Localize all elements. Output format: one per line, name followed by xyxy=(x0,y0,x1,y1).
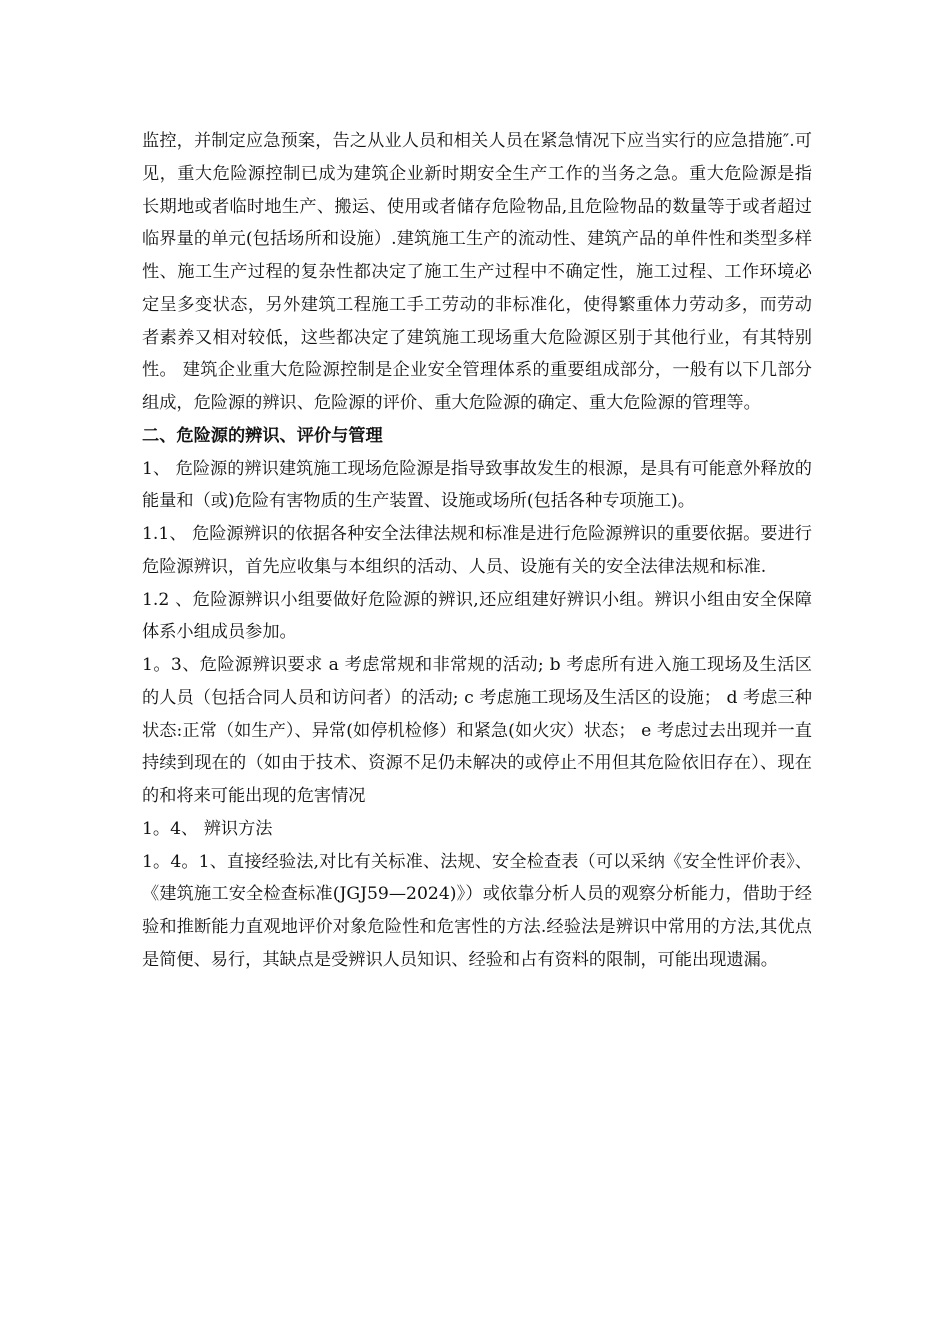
document-body xyxy=(142,125,812,977)
paragraph-1: 1、 危险源的辨识建筑施工现场危险源是指导致事故发生的根源，是具有可能意外释放的能量和（或)危险有害物质的生产装置、设施或场所(包括各种专项施工)。 xyxy=(142,458,812,512)
section-heading: 二、危险源的辨识、评价与管理 xyxy=(142,425,383,446)
paragraph-1-1: 1.1、 危险源辨识的依据各种安全法律法规和标准是进行危险源辨识的重要依据。要进行危险源辨识，首先应收集与本组织的活动、人员、设施有关的安全法律法规和标准. xyxy=(142,524,812,577)
paragraph-intro: 监控，并制定应急预案，告之从业人员和相关人员在紧急情况下应当实行的应急措施″.可见，重大危险源控制已成为建筑企业新时期安全生产工作的当务之急。重大危险源是指长期地或者临时地生产、搬运、使用或者储存危险物品,且危险物品的数量等于或者超过临界量的单元(包括场所和设施）.建筑施工生产的流动性、建筑产品的单件性和类型多样性、施工生产过程的复杂性都决定了施工生产过程中不确定性，施工过程、工作环境必定呈多变状态，另外建筑工程施工手工劳动的非标准化，使得繁重体力劳动多，而劳动者素养又相对较低，这些都决定了建筑施工现场重大危险源区别于其他行业，有其特别性。 建筑企业重大危险源控制是企业安全管理体系的重要组成部分，一般有以下几部分组成，危险源的辨识、危险源的评价、重大危险源的确定、重大危险源的管理等。 xyxy=(142,131,812,413)
paragraph-1-4: 1。4、 辨识方法 xyxy=(142,818,273,839)
paragraph-1-2: 1.2 、危险源辨识小组要做好危险源的辨识,还应组建好辨识小组。辨识小组由安全保障体系小组成员参加。 xyxy=(142,589,812,643)
paragraph-1-4-1: 1。4。1、直接经验法,对比有关标准、法规、安全检查表（可以采纳《安全性评价表》、《建筑施工安全检查标准(JGJ59—2024)》）或依靠分析人员的观察分析能力，借助于经验和推断能力直观地评价对象危险性和危害性的方法.经验法是辨识中常用的方法,其优点是简便、易行，其缺点是受辨识人员知识、经验和占有资料的限制，可能出现遗漏。 xyxy=(142,851,812,970)
paragraph-1-3: 1。3、危险源辨识要求 a 考虑常规和非常规的活动; b 考虑所有进入施工现场及生活区的人员（包括合同人员和访问者）的活动; c 考虑施工现场及生活区的设施； d 考虑三种状态:正常（如生产）、异常(如停机检修）和紧急(如火灾）状态； e 考虑过去出现并一直持续到现在的（如由于技术、资源不足仍未解决的或停止不用但其危险依旧存在）、现在的和将来可能出现的危害情况 xyxy=(142,655,812,806)
